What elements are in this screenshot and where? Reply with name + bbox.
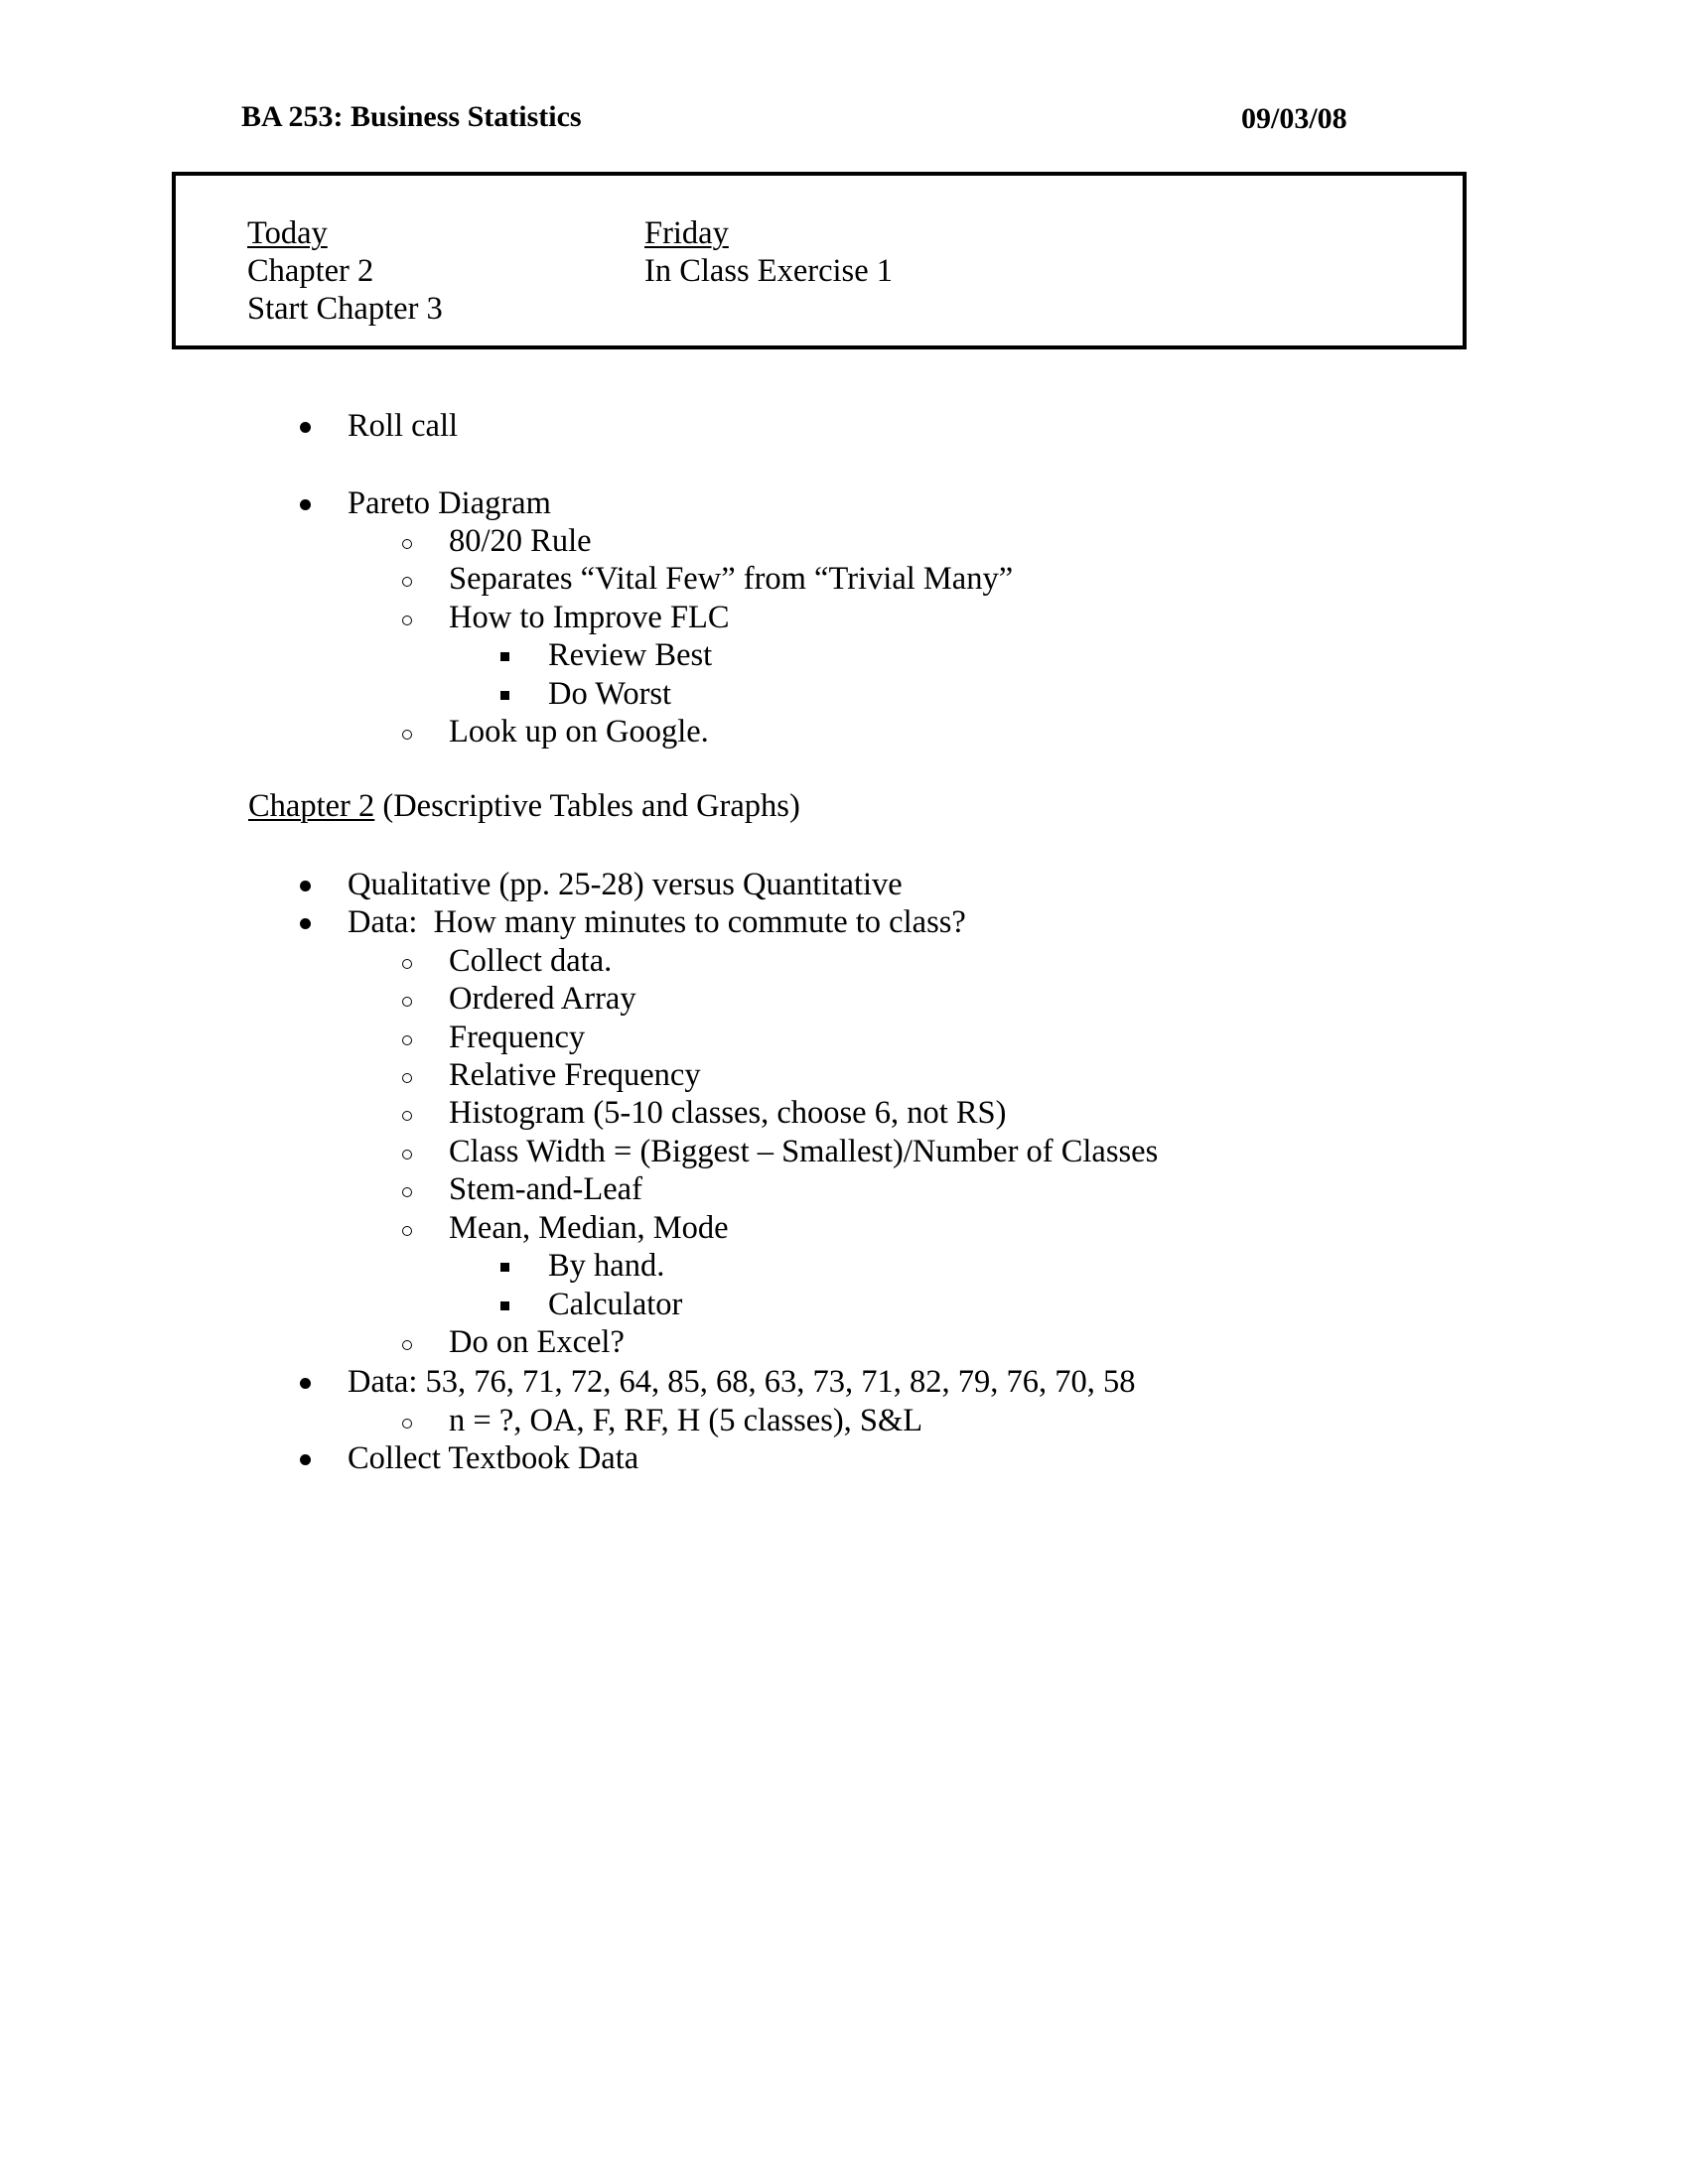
bullet-disc-icon — [300, 918, 311, 929]
bullet-circle-icon — [402, 577, 412, 587]
bullet-square-icon — [500, 652, 509, 661]
bullet-disc-icon — [300, 499, 311, 510]
list-item: Qualitative (pp. 25-28) versus Quantitative — [348, 867, 903, 902]
list-item: Collect data. — [449, 943, 613, 979]
bullet-circle-icon — [402, 1419, 412, 1429]
list-item: Data: How many minutes to commute to class? — [348, 904, 966, 940]
section-heading-chapter-label: Chapter 2 — [248, 788, 375, 824]
bullet-disc-icon — [300, 1378, 311, 1389]
bullet-circle-icon — [402, 1150, 412, 1160]
bullet-circle-icon — [402, 1035, 412, 1045]
list-item: Ordered Array — [449, 981, 636, 1017]
section-heading-subtitle: (Descriptive Tables and Graphs) — [374, 788, 800, 824]
bullet-disc-icon — [300, 422, 311, 433]
list-item: Pareto Diagram — [348, 485, 551, 521]
list-item: Calculator — [548, 1287, 683, 1322]
list-item: Frequency — [449, 1020, 586, 1055]
list-item: Relative Frequency — [449, 1057, 701, 1093]
bullet-circle-icon — [402, 615, 412, 625]
bullet-circle-icon — [402, 997, 412, 1007]
bullet-circle-icon — [402, 1111, 412, 1121]
list-item: Collect Textbook Data — [348, 1440, 639, 1476]
list-item: Do Worst — [548, 676, 672, 712]
bullet-circle-icon — [402, 1073, 412, 1083]
list-item: Look up on Google. — [449, 714, 709, 750]
list-item: Roll call — [348, 408, 459, 444]
bullet-square-icon — [500, 1301, 509, 1310]
list-item: Class Width = (Biggest – Smallest)/Number of Classes — [449, 1134, 1159, 1169]
section-heading-chapter2 — [248, 790, 800, 823]
list-item: Separates “Vital Few” from “Trivial Many” — [449, 561, 1014, 597]
list-item: Review Best — [548, 637, 713, 673]
bullet-circle-icon — [402, 539, 412, 549]
list-item: 80/20 Rule — [449, 523, 592, 559]
bullet-disc-icon — [300, 1454, 311, 1465]
course-title: BA 253: Business Statistics — [241, 100, 582, 133]
agenda-friday-heading: Friday — [644, 215, 729, 251]
bullet-square-icon — [500, 1263, 509, 1272]
document-date: 09/03/08 — [1241, 102, 1347, 135]
bullet-circle-icon — [402, 1187, 412, 1197]
bullet-disc-icon — [300, 881, 311, 891]
agenda-today-item: Chapter 2 — [247, 253, 374, 289]
bullet-square-icon — [500, 691, 509, 700]
list-item: Data: 53, 76, 71, 72, 64, 85, 68, 63, 73, 71, 82, 79, 76, 70, 58 — [348, 1364, 1136, 1400]
agenda-today-heading: Today — [247, 215, 328, 251]
list-item: Histogram (5-10 classes, choose 6, not RS) — [449, 1095, 1007, 1131]
list-item: n = ?, OA, F, RF, H (5 classes), S&L — [449, 1403, 923, 1438]
bullet-circle-icon — [402, 959, 412, 969]
list-item: Do on Excel? — [449, 1324, 625, 1360]
bullet-circle-icon — [402, 1226, 412, 1236]
agenda-today-item: Start Chapter 3 — [247, 291, 443, 327]
list-item: How to Improve FLC — [449, 600, 730, 635]
agenda-friday-item: In Class Exercise 1 — [644, 253, 894, 289]
list-item: Stem-and-Leaf — [449, 1171, 642, 1207]
list-item: Mean, Median, Mode — [449, 1210, 729, 1246]
bullet-circle-icon — [402, 1340, 412, 1350]
list-item: By hand. — [548, 1248, 665, 1284]
bullet-circle-icon — [402, 730, 412, 740]
